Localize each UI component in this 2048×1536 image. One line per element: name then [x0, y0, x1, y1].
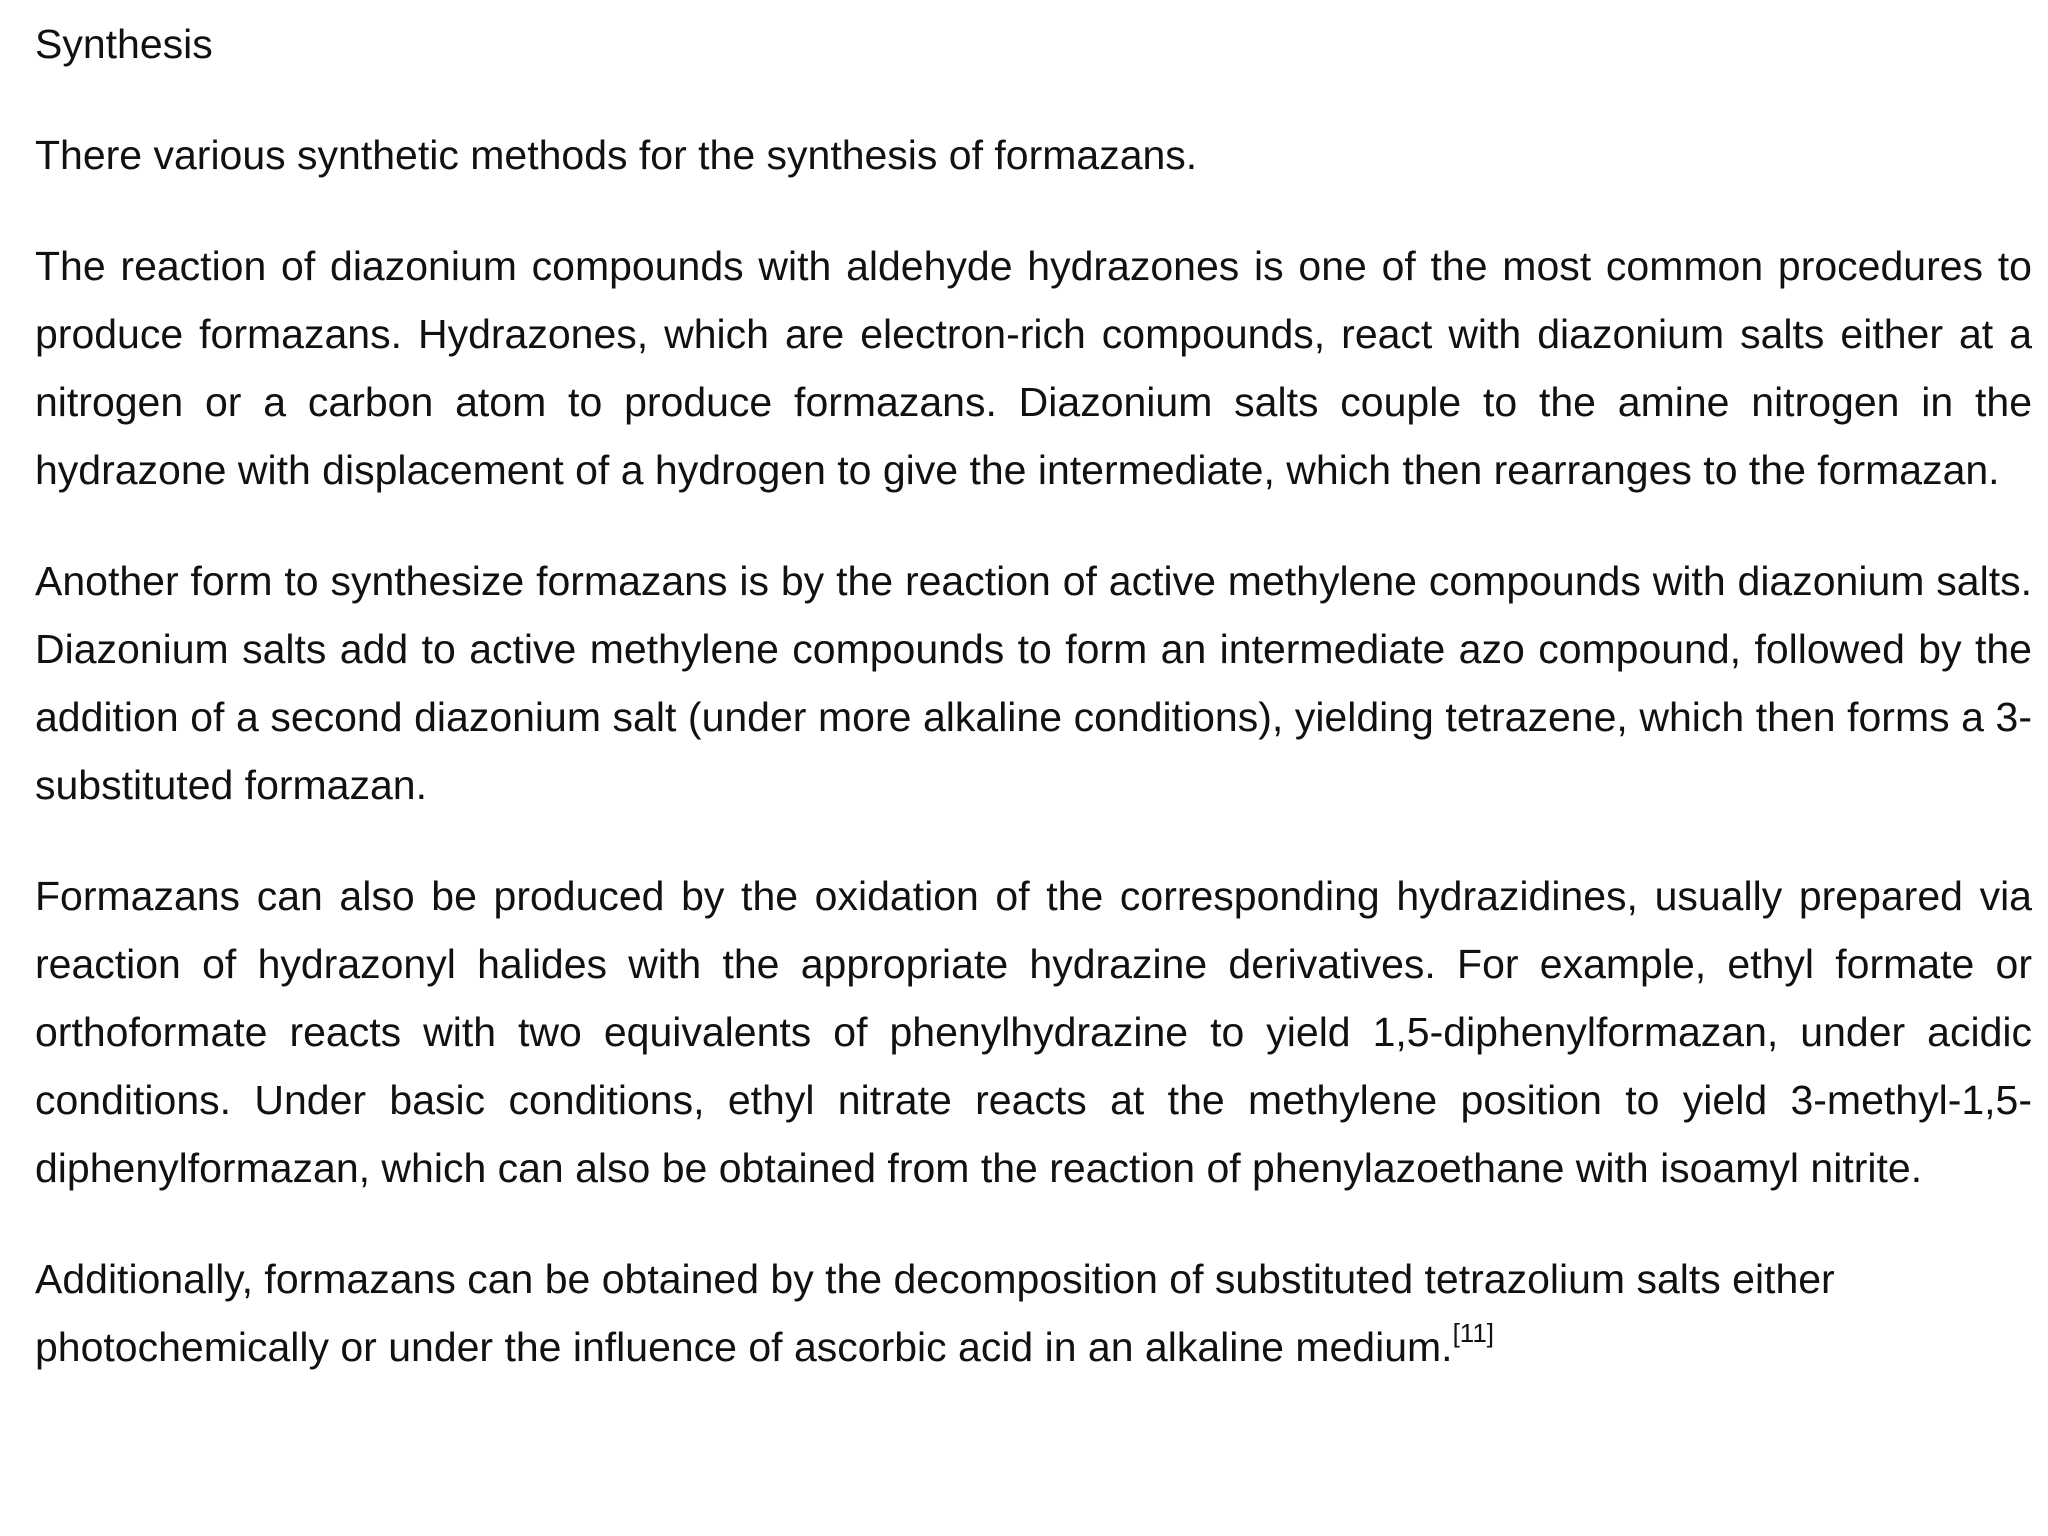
paragraph-oxidation-hydrazidines: Formazans can also be produced by the oxidation of the corresponding hydrazidines, usually prepared via reaction of hydrazonyl halides with the appropriate hydrazine derivatives. For example, ethyl formate or orthoformate reacts with two equivalents of phenylhydrazine to yield 1,5-diphenylformazan, under acidic conditions. Under basic conditions, ethyl nitrate reacts at the methylene position to yield 3-methyl-1,5-diphenylformazan, which can also be obtained from the reaction of phenylazoethane with isoamyl nitrite.: [35, 873, 2032, 1191]
paragraph-tetrazolium-decomposition: [35, 1245, 2032, 1381]
citation-reference[interactable]: [11]: [1452, 1318, 1495, 1349]
paragraph-diazonium-hydrazones: The reaction of diazonium compounds with aldehyde hydrazones is one of the most common procedures to produce formazans. Hydrazones, which are electron-rich compounds, react with diazonium salts either at a nitrogen or a carbon atom to produce formazans. Diazonium salts couple to the amine nitrogen in the hydrazone with displacement of a hydrogen to give the intermediate, which then rearranges to the formazan.: [35, 243, 2032, 493]
paragraph-intro: There various synthetic methods for the synthesis of formazans.: [35, 132, 1198, 178]
document-page: [35, 10, 2032, 1424]
section-heading: Synthesis: [35, 21, 213, 67]
paragraph-tetrazolium-text: Additionally, formazans can be obtained by the decomposition of substituted tetrazolium salts either photochemically or under the influence of ascorbic acid in an alkaline medium.: [35, 1256, 1835, 1370]
paragraph-active-methylene: Another form to synthesize formazans is by the reaction of active methylene compounds with diazonium salts. Diazonium salts add to active methylene compounds to form an intermediate azo compound, followed by the addition of a second diazonium salt (under more alkaline conditions), yielding tetrazene, which then forms a 3-substituted formazan.: [35, 558, 2032, 808]
